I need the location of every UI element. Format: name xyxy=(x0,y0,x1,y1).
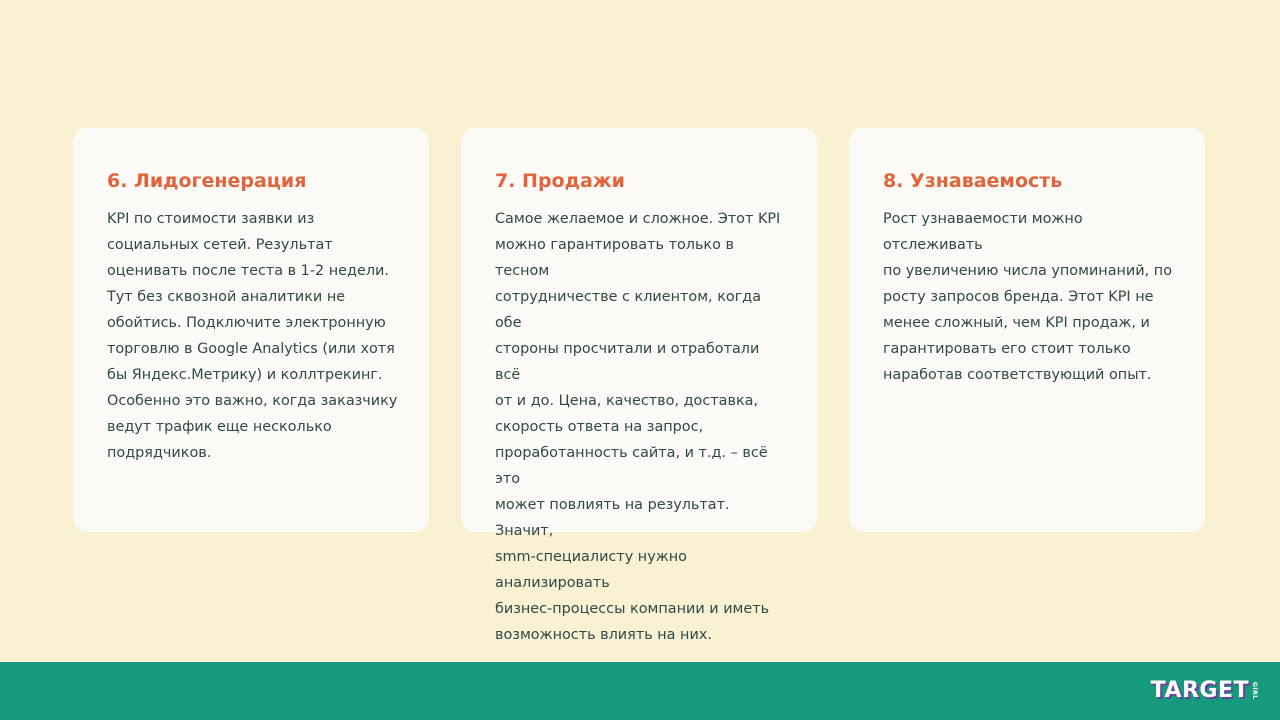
card-title: 8. Узнаваемость xyxy=(883,170,1063,192)
card-lead-generation xyxy=(73,128,429,532)
card-brand-awareness xyxy=(849,128,1205,532)
logo-text: TARGET xyxy=(1150,678,1249,703)
card-text: Самое желаемое и сложное. Этот KPI можно гарантировать только в тесном сотрудничестве с клиентом, когда обе стороны просчитали и отработали всё от и до. Цена, качество, доставка, скорость ответа на запрос, проработанность сайта, и т.д. – всё это может повлиять на результат. Значит, smm-специалисту нужно анализировать бизнес-процессы компании и иметь возможность влиять на них. xyxy=(495,211,781,643)
card-title: 7. Продажи xyxy=(495,170,625,192)
footer-bar xyxy=(0,662,1280,720)
logo-subtext: GIRL xyxy=(1251,681,1258,700)
card-text: Рост узнаваемости можно отслеживать по увеличению числа упоминаний, по росту запросов бренда. Этот KPI не менее сложный, чем KPI продаж, и гарантировать его стоит только наработав соответствующий опыт. xyxy=(883,211,1172,383)
card-text: KPI по стоимости заявки из социальных сетей. Результат оценивать после теста в 1-2 недели. Тут без сквозной аналитики не обойтись. Подключите электронную торговлю в Google Analytics (или хотя бы Яндекс.Метрику) и коллтрекинг. Особенно это важно, когда заказчику ведут трафик еще несколько подрядчиков. xyxy=(107,211,398,461)
card-sales xyxy=(461,128,817,643)
brand-logo xyxy=(1151,678,1258,703)
card-title: 6. Лидогенерация xyxy=(107,170,307,192)
